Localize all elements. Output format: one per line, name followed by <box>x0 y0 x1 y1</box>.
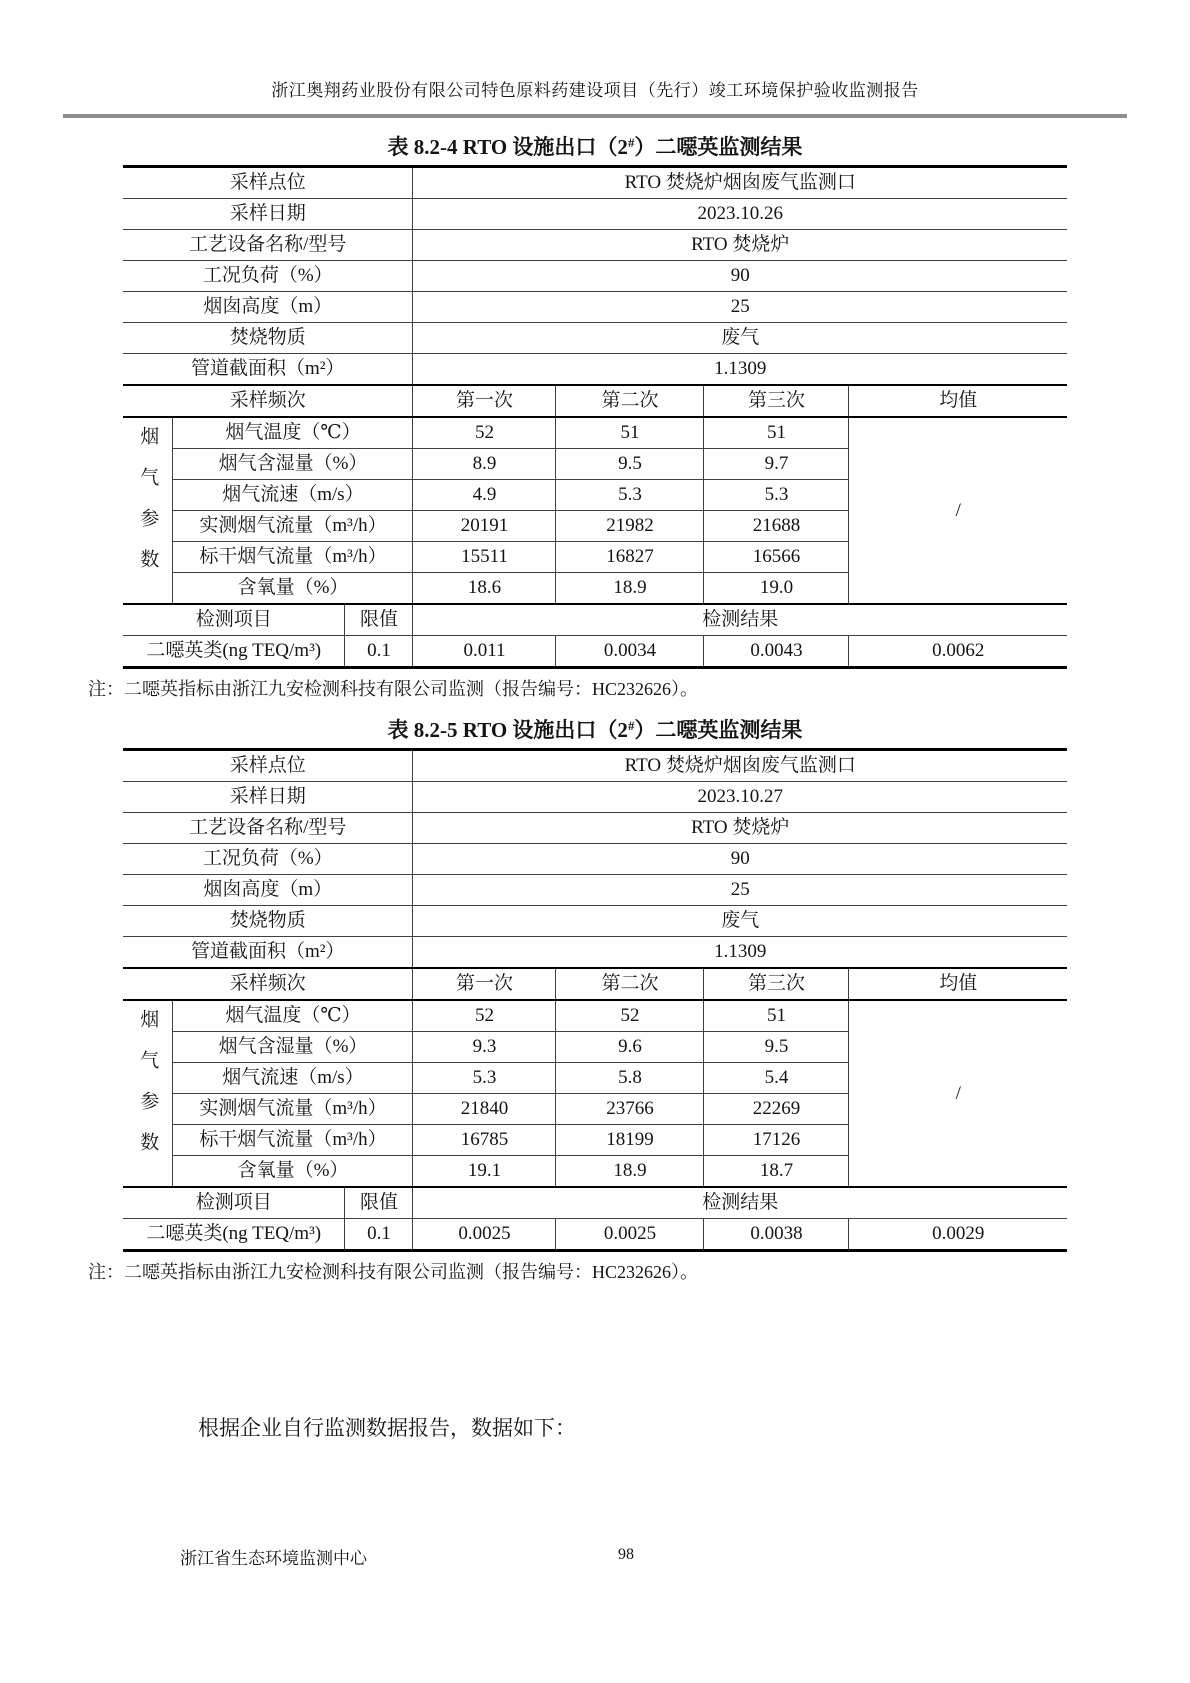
mean-slash: / <box>849 1000 1067 1187</box>
cell-value: 22269 <box>704 1094 849 1125</box>
row-label: 烟囱高度（m） <box>123 292 413 323</box>
cell-value: 20191 <box>413 511 556 542</box>
param-group-cell <box>123 417 173 604</box>
col-header: 均值 <box>849 968 1067 1000</box>
cell-value: 52 <box>556 1000 704 1032</box>
row-label: 采样频次 <box>123 968 413 1000</box>
table-row <box>123 261 1067 292</box>
table-row <box>123 323 1067 354</box>
cell-value: 0.0038 <box>704 1219 849 1251</box>
table-2-title-pre: 表 8.2-5 RTO 设施出口（2 <box>387 718 628 742</box>
row-label: 采样日期 <box>123 782 413 813</box>
row-value: 90 <box>413 844 1067 875</box>
table-row <box>123 906 1067 937</box>
col-header: 均值 <box>849 385 1067 417</box>
cell-value: 8.9 <box>413 449 556 480</box>
row-label: 焚烧物质 <box>123 906 413 937</box>
table-2-title <box>63 714 1127 744</box>
row-label: 采样点位 <box>123 167 413 199</box>
row-label: 实测烟气流量（m³/h） <box>173 511 413 542</box>
table-row <box>123 782 1067 813</box>
col-header: 第一次 <box>413 968 556 1000</box>
cell-value: 0.0025 <box>556 1219 704 1251</box>
row-value: 2023.10.27 <box>413 782 1067 813</box>
row-label: 检测项目 <box>123 604 345 636</box>
cell-value: 21982 <box>556 511 704 542</box>
row-label: 管道截面积（m²） <box>123 354 413 386</box>
cell-value: 16785 <box>413 1125 556 1156</box>
table-row <box>123 844 1067 875</box>
cell-value: 51 <box>556 417 704 449</box>
cell-value: 52 <box>413 1000 556 1032</box>
col-header: 第二次 <box>556 968 704 1000</box>
cell-value: 0.0025 <box>413 1219 556 1251</box>
param-group-label: 烟气参数 <box>137 1008 159 1173</box>
table-row <box>123 750 1067 782</box>
table-1-title-post: ）二噁英监测结果 <box>634 135 803 159</box>
row-label: 实测烟气流量（m³/h） <box>173 1094 413 1125</box>
table-1-note: 注：二噁英指标由浙江九安检测科技有限公司监测（报告编号：HC232626）。 <box>88 679 699 699</box>
row-label: 烟气流速（m/s） <box>173 1063 413 1094</box>
body-paragraph: 根据企业自行监测数据报告，数据如下： <box>198 1416 576 1440</box>
row-value: 1.1309 <box>413 354 1067 386</box>
cell-value: 51 <box>704 1000 849 1032</box>
cell-value: 21688 <box>704 511 849 542</box>
cell-value: 16827 <box>556 542 704 573</box>
param-row <box>123 417 1067 449</box>
row-value: 25 <box>413 875 1067 906</box>
row-label: 烟气流速（m/s） <box>173 480 413 511</box>
table-2-note: 注：二噁英指标由浙江九安检测科技有限公司监测（报告编号：HC232626）。 <box>88 1262 699 1282</box>
param-group-label: 烟气参数 <box>137 425 159 590</box>
freq-header-row <box>123 968 1067 1000</box>
cell-value: 5.3 <box>556 480 704 511</box>
row-value: RTO 焚烧炉烟囱废气监测口 <box>413 167 1067 199</box>
row-label: 含氧量（%） <box>173 573 413 605</box>
row-label: 采样频次 <box>123 385 413 417</box>
row-label: 烟气含湿量（%） <box>173 449 413 480</box>
limit-value: 0.1 <box>345 636 413 668</box>
dioxin-row <box>123 1219 1067 1251</box>
cell-value: 9.7 <box>704 449 849 480</box>
cell-value: 4.9 <box>413 480 556 511</box>
cell-value: 19.0 <box>704 573 849 605</box>
freq-header-row <box>123 385 1067 417</box>
cell-value: 18.9 <box>556 573 704 605</box>
row-value: 废气 <box>413 906 1067 937</box>
col-header: 检测结果 <box>413 1187 1067 1219</box>
page-content <box>63 0 1127 1442</box>
table-row <box>123 167 1067 199</box>
cell-value: 5.8 <box>556 1063 704 1094</box>
table-2-title-post: ）二噁英监测结果 <box>634 718 803 742</box>
cell-value: 0.011 <box>413 636 556 668</box>
row-value: RTO 焚烧炉 <box>413 813 1067 844</box>
table-row <box>123 813 1067 844</box>
table-row <box>123 230 1067 261</box>
col-header: 限值 <box>345 604 413 636</box>
row-label: 管道截面积（m²） <box>123 937 413 969</box>
cell-value: 5.3 <box>413 1063 556 1094</box>
mean-slash: / <box>849 417 1067 604</box>
row-label: 二噁英类(ng TEQ/m³) <box>123 636 345 668</box>
dioxin-row <box>123 636 1067 668</box>
row-label: 采样日期 <box>123 199 413 230</box>
col-header: 第三次 <box>704 968 849 1000</box>
col-header: 第三次 <box>704 385 849 417</box>
cell-value: 0.0029 <box>849 1219 1067 1251</box>
cell-value: 0.0034 <box>556 636 704 668</box>
param-group-cell <box>123 1000 173 1187</box>
row-label: 烟囱高度（m） <box>123 875 413 906</box>
page-number: 98 <box>618 1546 634 1563</box>
cell-value: 9.6 <box>556 1032 704 1063</box>
table-row <box>123 875 1067 906</box>
monitoring-table-1 <box>123 165 1067 669</box>
table-row <box>123 199 1067 230</box>
cell-value: 18.6 <box>413 573 556 605</box>
table-1-title-sup: # <box>627 135 635 150</box>
table-row <box>123 354 1067 386</box>
row-label: 工艺设备名称/型号 <box>123 813 413 844</box>
row-label: 标干烟气流量（m³/h） <box>173 1125 413 1156</box>
row-value: 2023.10.26 <box>413 199 1067 230</box>
row-value: 废气 <box>413 323 1067 354</box>
cell-value: 19.1 <box>413 1156 556 1188</box>
table-row <box>123 937 1067 969</box>
cell-value: 15511 <box>413 542 556 573</box>
cell-value: 21840 <box>413 1094 556 1125</box>
cell-value: 23766 <box>556 1094 704 1125</box>
row-label: 工艺设备名称/型号 <box>123 230 413 261</box>
param-row <box>123 1000 1067 1032</box>
row-label: 含氧量（%） <box>173 1156 413 1188</box>
cell-value: 5.4 <box>704 1063 849 1094</box>
cell-value: 9.5 <box>556 449 704 480</box>
cell-value: 9.3 <box>413 1032 556 1063</box>
cell-value: 17126 <box>704 1125 849 1156</box>
table-1-title-pre: 表 8.2-4 RTO 设施出口（2 <box>387 135 628 159</box>
row-label: 烟气含湿量（%） <box>173 1032 413 1063</box>
footer-organization: 浙江省生态环境监测中心 <box>180 1549 367 1568</box>
row-value: 25 <box>413 292 1067 323</box>
cell-value: 51 <box>704 417 849 449</box>
col-header: 检测结果 <box>413 604 1067 636</box>
cell-value: 18.7 <box>704 1156 849 1188</box>
table-row <box>123 292 1067 323</box>
row-label: 工况负荷（%） <box>123 261 413 292</box>
col-header: 限值 <box>345 1187 413 1219</box>
row-value: 1.1309 <box>413 937 1067 969</box>
cell-value: 5.3 <box>704 480 849 511</box>
row-label: 烟气温度（℃） <box>173 1000 413 1032</box>
limit-value: 0.1 <box>345 1219 413 1251</box>
row-value: RTO 焚烧炉烟囱废气监测口 <box>413 750 1067 782</box>
row-label: 标干烟气流量（m³/h） <box>173 542 413 573</box>
monitoring-table-2 <box>123 748 1067 1252</box>
col-header: 第二次 <box>556 385 704 417</box>
page-header-title: 浙江奥翔药业股份有限公司特色原料药建设项目（先行）竣工环境保护验收监测报告 <box>63 76 1127 118</box>
row-label: 检测项目 <box>123 1187 345 1219</box>
row-label: 采样点位 <box>123 750 413 782</box>
row-label: 二噁英类(ng TEQ/m³) <box>123 1219 345 1251</box>
row-label: 烟气温度（℃） <box>173 417 413 449</box>
cell-value: 9.5 <box>704 1032 849 1063</box>
row-label: 焚烧物质 <box>123 323 413 354</box>
row-value: RTO 焚烧炉 <box>413 230 1067 261</box>
row-label: 工况负荷（%） <box>123 844 413 875</box>
table-1-title <box>63 131 1127 161</box>
table-2-title-sup: # <box>627 718 635 733</box>
cell-value: 18199 <box>556 1125 704 1156</box>
result-header-row <box>123 604 1067 636</box>
cell-value: 52 <box>413 417 556 449</box>
cell-value: 18.9 <box>556 1156 704 1188</box>
result-header-row <box>123 1187 1067 1219</box>
cell-value: 0.0043 <box>704 636 849 668</box>
cell-value: 16566 <box>704 542 849 573</box>
row-value: 90 <box>413 261 1067 292</box>
cell-value: 0.0062 <box>849 636 1067 668</box>
col-header: 第一次 <box>413 385 556 417</box>
